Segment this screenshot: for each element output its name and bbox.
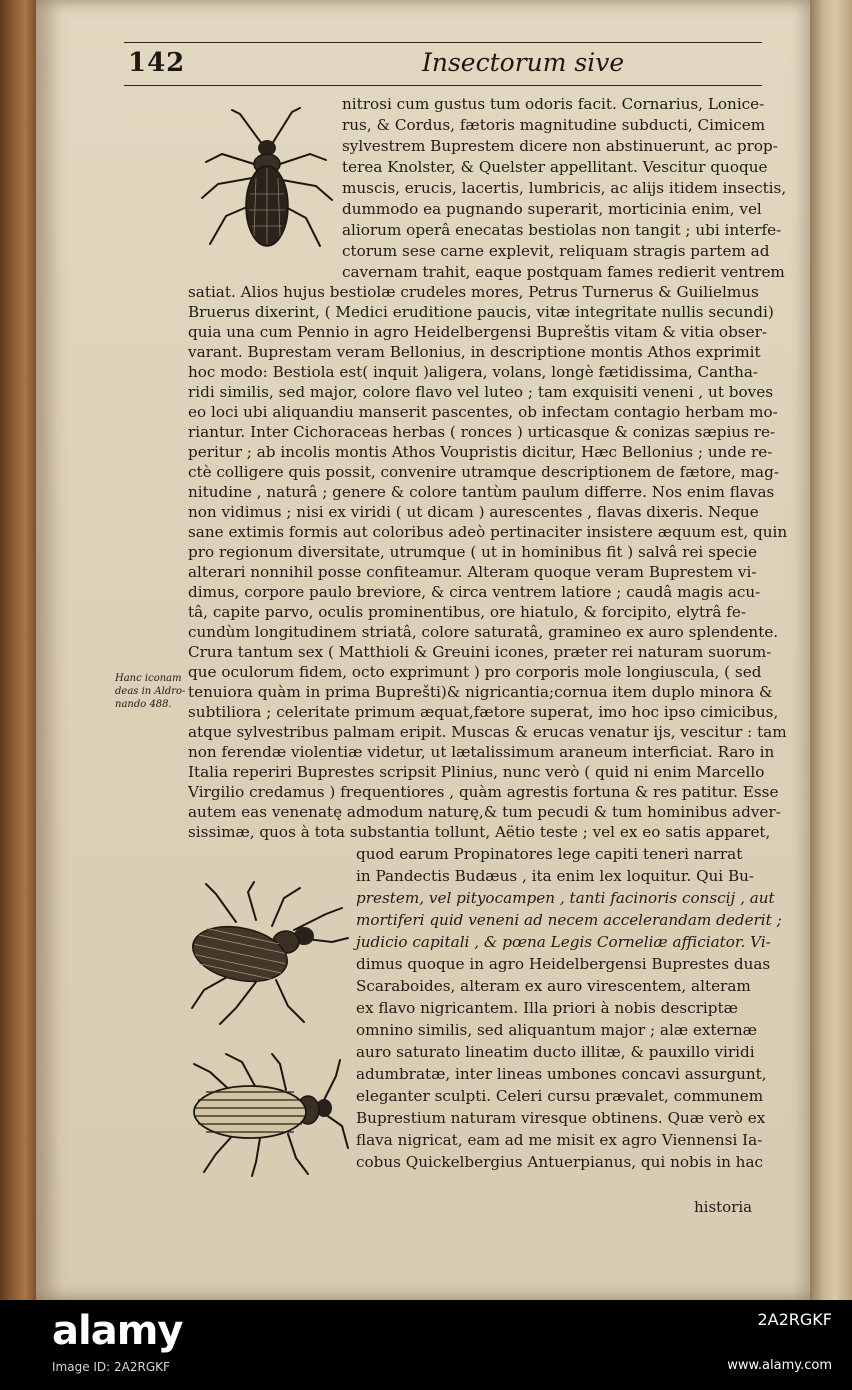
text-line: cavernam trahit, eaque postquam fames redierit ventrem — [342, 263, 785, 281]
text-line: subtiliora ; celeritate primum æquat,fætore superat, imo hoc ipso cimicibus, — [188, 703, 779, 721]
text-line: rus, & Cordus, fætoris magnitudine subducti, Cimicem — [342, 116, 766, 134]
margin-note — [115, 672, 185, 711]
text-line: quod earum Propinatores lege capiti teneri narrat — [356, 845, 743, 863]
beetle-illustration — [176, 880, 352, 1026]
alamy-logo: alamy — [52, 1308, 183, 1354]
text-line: prestem, vel pityocampen , tanti facinoris conscij , aut — [356, 889, 775, 907]
text-line: nitudine , naturâ ; genere & colore tantùm paulum differre. Nos enim flavas — [188, 483, 775, 501]
beetle-illustration — [176, 1050, 352, 1178]
text-line: riantur. Inter Cichoraceas herbas ( ronces ) urticasque & conizas sæpius re- — [188, 423, 776, 441]
site-url: www.alamy.com — [727, 1358, 832, 1373]
text-line: ctè colligere quis possit, convenire utramque descriptionem de fætore, mag- — [188, 463, 779, 481]
text-line: cundùm longitudinem striatâ, colore saturatâ, gramineo ex auro splendente. — [188, 623, 779, 641]
text-line: Virgilio credamus ) frequentiores , quàm agrestis fortuna & res patitur. Esse — [188, 783, 779, 801]
text-line: quia una cum Pennio in agro Heidelbergensi Bupreštis vitam & vitia obser- — [188, 323, 767, 341]
text-line: auro saturato lineatim ducto illitæ, & pauxillo viridi — [356, 1043, 755, 1061]
text-line: Bruerus dixerint, ( Medici eruditione paucis, vitæ integritate nullis secundi) — [188, 303, 774, 321]
text-line: dummodo ea pugnando superarit, morticinia enim, vel — [342, 200, 762, 218]
text-line: peritur ; ab incolis montis Athos Voupristis dicitur, Hæc Bellonius ; unde re- — [188, 443, 773, 461]
text-line: mortiferi quid veneni ad necem accelerandam dederit ; — [356, 911, 782, 929]
text-line: non ferendæ violentiæ videtur, ut lætalissimum araneum interficiat. Raro in — [188, 743, 775, 761]
running-head: Insectorum sive — [422, 48, 625, 77]
margin-note-line: deas in Aldro- — [115, 686, 186, 697]
page-number: 142 — [128, 48, 186, 78]
text-line: tenuiora quàm in prima Buprešti)& nigricantia;cornua item duplo minora & — [188, 683, 773, 701]
text-line: satiat. Alios hujus bestiolæ crudeles mores, Petrus Turnerus & Guilielmus — [188, 283, 759, 301]
book-spine — [0, 0, 36, 1300]
text-line: omnino similis, sed aliquantum major ; alæ externæ — [356, 1021, 757, 1039]
text-line: que oculorum fidem, octo exprimunt ) pro corporis mole longiuscula, ( sed — [188, 663, 762, 681]
text-line: Crura tantum sex ( Matthioli & Greuini icones, præter rei naturam suorum- — [188, 643, 772, 661]
text-line: adumbratæ, inter lineas umbones concavi assurgunt, — [356, 1065, 767, 1083]
text-line: judicio capitali , & pœna Legis Corneliæ afficiator. Vi- — [356, 933, 771, 951]
text-line: nitrosi cum gustus tum odoris facit. Cornarius, Lonice- — [342, 95, 765, 113]
text-line: in Pandectis Budæus , ita enim lex loquitur. Qui Bu- — [356, 867, 755, 885]
catchword: historia — [694, 1198, 753, 1216]
text-line: aliorum operâ enecatas bestiolas non tangit ; ubi interfe- — [342, 221, 782, 239]
text-line: eleganter sculpti. Celeri cursu prævalet, communem — [356, 1087, 764, 1105]
text-line: varant. Buprestam veram Bellonius, in descriptione montis Athos exprimit — [188, 343, 761, 361]
text-line: ridi similis, sed major, colore flavo vel luteo ; tam exquisiti veneni , ut boves — [188, 383, 773, 401]
text-line: Scaraboides, alteram ex auro virescentem, alteram — [356, 977, 751, 995]
margin-note-line: nando 488. — [115, 699, 172, 710]
text-line: eo loci ubi aliquandiu manserit pascentes, ob infectam contagio herbam mo- — [188, 403, 778, 421]
facing-page-edge — [810, 0, 852, 1300]
text-line: muscis, erucis, lacertis, lumbricis, ac alijs itidem insectis, — [342, 179, 787, 197]
text-line: hoc modo: Bestiola est( inquit )aligera, volans, longè fætidissima, Cantha- — [188, 363, 759, 381]
text-line: dimus quoque in agro Heidelbergensi Buprestes duas — [356, 955, 771, 973]
header-rule-top — [124, 42, 762, 43]
text-line: ex flavo nigricantem. Illa priori à nobis descriptæ — [356, 999, 738, 1017]
beetle-illustration — [192, 106, 342, 266]
text-line: alterari nonnihil posse confiteamur. Alteram quoque veram Buprestem vi- — [188, 563, 757, 581]
text-line: terea Knolster, & Quelster appellitant. Vescitur quoque — [342, 158, 768, 176]
text-line: autem eas venenatę admodum naturę,& tum pecudi & tum hominibus adver- — [188, 803, 781, 821]
header-rule-bottom — [124, 85, 762, 86]
text-line: flava nigricat, eam ad me misit ex agro Viennensi Ia- — [356, 1131, 763, 1149]
margin-note-line: Hanc iconam — [115, 673, 182, 684]
text-line: sane extimis formis aut coloribus adeò pertinaciter insistere æquum est, quin — [188, 523, 788, 541]
text-line: sylvestrem Buprestem dicere non abstinuerunt, ac prop- — [342, 137, 778, 155]
text-line: ctorum sese carne explevit, reliquam stragis partem ad — [342, 242, 770, 260]
text-line: atque sylvestribus palmam eripit. Muscas & erucas venatur ijs, vescitur : tam — [188, 723, 787, 741]
image-id-label: Image ID: 2A2RGKF — [52, 1360, 170, 1374]
text-line: Buprestium naturam viresque obtinens. Quæ verò ex — [356, 1109, 766, 1127]
text-line: tâ, capite parvo, oculis prominentibus, ore hiatulo, & forcipito, elytrâ fe- — [188, 603, 746, 621]
text-line: sissimæ, quos à tota substantia tollunt, Aëtio teste ; vel ex eo satis apparet, — [188, 823, 771, 841]
text-line: Italia reperiri Buprestes scripsit Plinius, nunc verò ( quid ni enim Marcello — [188, 763, 765, 781]
text-line: non vidimus ; nisi ex viridi ( ut dicam ) aurescentes , flavas dixeris. Neque — [188, 503, 759, 521]
image-code: 2A2RGKF — [757, 1310, 832, 1329]
text-line: pro regionum diversitate, utrumque ( ut in hominibus fit ) salvâ rei specie — [188, 543, 757, 561]
text-line: dimus, corpore paulo breviore, & circa ventrem latiore ; caudâ magis acu- — [188, 583, 761, 601]
text-line: cobus Quickelbergius Antuerpianus, qui nobis in hac — [356, 1153, 764, 1171]
